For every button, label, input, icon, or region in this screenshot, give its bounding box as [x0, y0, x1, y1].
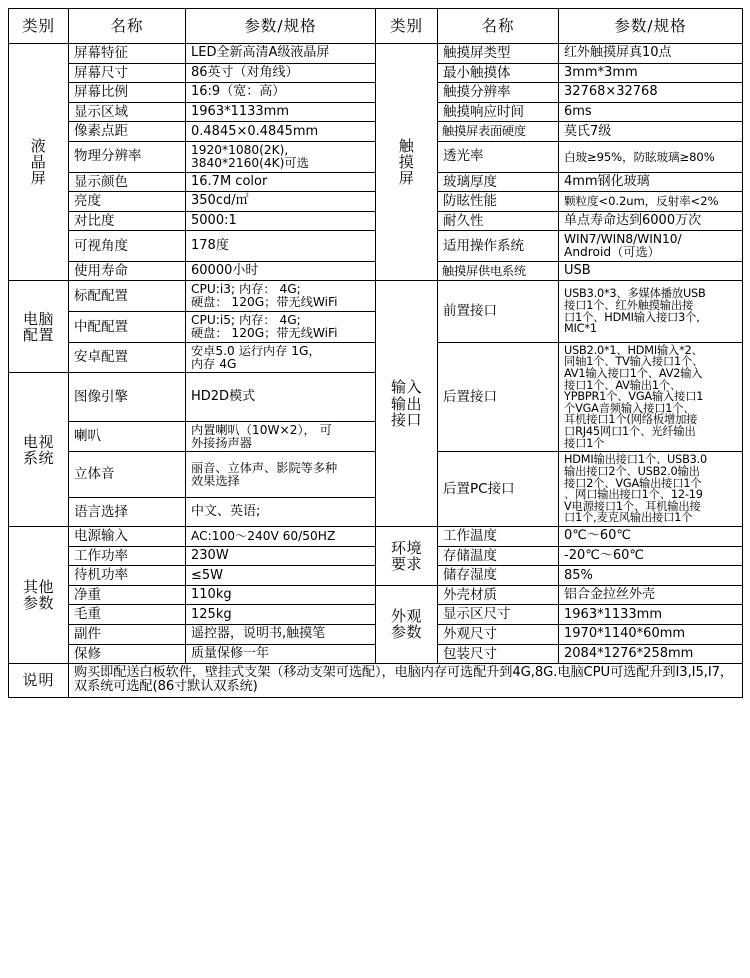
category-cell-computer: 电脑 配置: [9, 281, 69, 373]
header-spec-left: 参数/规格: [186, 9, 376, 44]
row-name: 像素点距: [69, 122, 186, 142]
row-name: 立体音: [69, 452, 186, 498]
row-name: 玻璃厚度: [438, 172, 559, 192]
row-name: 物理分辨率: [69, 141, 186, 172]
row-value: 红外触摸屏真10点: [559, 44, 743, 64]
row-name: 触摸屏表面硬度: [438, 122, 559, 142]
row-name: 透光率: [438, 141, 559, 172]
row-name: 显示区域: [69, 102, 186, 122]
row-value: 6ms: [559, 102, 743, 122]
row-value: LED全新高清A级液晶屏: [186, 44, 376, 64]
row-name: 工作温度: [438, 527, 559, 547]
header-name-right: 名称: [438, 9, 559, 44]
category-cell-appearance: 外观 参数: [376, 585, 438, 663]
table-header-row: [9, 9, 743, 44]
row-name: 语言选择: [69, 497, 186, 526]
row-name: 净重: [69, 585, 186, 605]
row-value: 0℃～60℃: [559, 527, 743, 547]
table-row: [9, 527, 743, 547]
row-name: 后置PC接口: [438, 452, 559, 527]
row-value: 莫氏7级: [559, 122, 743, 142]
row-value: 单点寿命达到6000万次: [559, 211, 743, 231]
row-value: 86英寸（对角线）: [186, 63, 376, 83]
row-value: HDMI输出接口1个、USB3.0 输出接口2个、USB2.0输出 接口2个、VGA输出接口1个 、网口输出接口1个、12-19 V电源接口1个、耳机输出接 口1个,麦克风输出接口1个: [559, 452, 743, 527]
category-cell-other: 其他 参数: [9, 527, 69, 664]
row-name: 触摸响应时间: [438, 102, 559, 122]
row-value: USB2.0*1、HDMI输入*2、 同轴1个、TV输入接口1个、 AV1输入接口1个、AV2输入 接口1个、AV输出1个、 YPBPR1个、VGA输入接口1 个VGA音频输入接口1个、 耳机接口1个(网络板增加接 口RJ45网口1个、光纤输出 接口1个: [559, 342, 743, 452]
row-value: 2084*1276*258mm: [559, 644, 743, 664]
row-value: 质量保修一年: [186, 644, 376, 664]
row-value: 60000小时: [186, 261, 376, 281]
row-value: 丽音、立体声、影院等多种 效果选择: [186, 452, 376, 498]
row-name: 前置接口: [438, 281, 559, 342]
header-category-right: 类别: [376, 9, 438, 44]
row-name: 毛重: [69, 605, 186, 625]
row-name: 显示颜色: [69, 172, 186, 192]
row-value: 125kg: [186, 605, 376, 625]
row-name: 工作功率: [69, 546, 186, 566]
row-value: 110kg: [186, 585, 376, 605]
row-name: 后置接口: [438, 342, 559, 452]
row-name: 最小触摸体: [438, 63, 559, 83]
row-name: 可视角度: [69, 231, 186, 262]
row-value: 230W: [186, 546, 376, 566]
row-value: 颗粒度<0.2um，反射率<2%: [559, 192, 743, 212]
row-name: 适用操作系统: [438, 231, 559, 262]
row-name: 触摸屏供电系统: [438, 261, 559, 281]
row-value: 铝合金拉丝外壳: [559, 585, 743, 605]
row-value: CPU:i5; 内存： 4G; 硬盘： 120G；带无线WiFi: [186, 312, 376, 343]
header-name-left: 名称: [69, 9, 186, 44]
row-name: 电源输入: [69, 527, 186, 547]
row-name: 图像引擎: [69, 373, 186, 421]
row-value: 白玻≥95%，防眩玻璃≥80%: [559, 141, 743, 172]
row-value: 1970*1140*60mm: [559, 624, 743, 644]
row-name: 耐久性: [438, 211, 559, 231]
row-name: 外观尺寸: [438, 624, 559, 644]
row-name: 待机功率: [69, 566, 186, 586]
row-name: 喇叭: [69, 421, 186, 452]
row-name: 屏幕比例: [69, 83, 186, 103]
note-label: 说明: [9, 664, 69, 698]
header-spec-right: 参数/规格: [559, 9, 743, 44]
header-category-left: 类别: [9, 9, 69, 44]
row-name: 安卓配置: [69, 342, 186, 373]
row-name: 保修: [69, 644, 186, 664]
row-name: 触摸屏类型: [438, 44, 559, 64]
row-name: 屏幕尺寸: [69, 63, 186, 83]
row-value: 5000:1: [186, 211, 376, 231]
category-cell-environment: 环境 要求: [376, 527, 438, 586]
row-value: 16:9（宽：高）: [186, 83, 376, 103]
row-name: 外壳材质: [438, 585, 559, 605]
note-row: [9, 664, 743, 698]
row-value: 0.4845×0.4845mm: [186, 122, 376, 142]
row-name: 亮度: [69, 192, 186, 212]
row-value: 1963*1133mm: [559, 605, 743, 625]
row-value: AC:100～240V 60/50HZ: [186, 527, 376, 547]
row-value: WIN7/WIN8/WIN10/ Android（可选）: [559, 231, 743, 262]
row-value: 350cd/㎡: [186, 192, 376, 212]
row-value: USB3.0*3、多媒体播放USB 接口1个、红外触摸输出接 口1个、HDMI输入接口3个, MIC*1: [559, 281, 743, 342]
row-value: 1963*1133mm: [186, 102, 376, 122]
row-name: 对比度: [69, 211, 186, 231]
category-cell-lcd: 液 晶 屏: [9, 44, 69, 281]
row-value: ≤5W: [186, 566, 376, 586]
row-value: -20℃～60℃: [559, 546, 743, 566]
row-name: 中配配置: [69, 312, 186, 343]
row-value: 内置喇叭（10W×2）， 可 外接扬声器: [186, 421, 376, 452]
row-value: 178度: [186, 231, 376, 262]
row-value: 4mm钢化玻璃: [559, 172, 743, 192]
row-value: 16.7M color: [186, 172, 376, 192]
category-cell-io: 输入 输出 接口: [376, 281, 438, 527]
row-name: 显示区尺寸: [438, 605, 559, 625]
table-row: [9, 44, 743, 64]
row-value: 安卓5.0 运行内存 1G， 内存 4G: [186, 342, 376, 373]
row-name: 存储温度: [438, 546, 559, 566]
row-name: 标配配置: [69, 281, 186, 312]
table-row: [9, 585, 743, 605]
category-cell-tv: 电视 系统: [9, 373, 69, 527]
row-name: 触摸分辨率: [438, 83, 559, 103]
row-value: 遥控器，说明书,触摸笔: [186, 624, 376, 644]
row-value: 3mm*3mm: [559, 63, 743, 83]
row-value: HD2D模式: [186, 373, 376, 421]
row-value: 85%: [559, 566, 743, 586]
row-value: 1920*1080(2K), 3840*2160(4K)可选: [186, 141, 376, 172]
row-name: 防眩性能: [438, 192, 559, 212]
specification-table: [8, 8, 743, 698]
row-value: USB: [559, 261, 743, 281]
row-value: 中文、英语;: [186, 497, 376, 526]
note-text: 购买即配送白板软件，壁挂式支架（移动支架可选配），电脑内存可选配升到4G,8G.电脑CPU可选配升到I3,I5,I7，双系统可选配(86寸默认双系统): [69, 664, 743, 698]
category-cell-touch: 触 摸 屏: [376, 44, 438, 281]
row-name: 使用寿命: [69, 261, 186, 281]
row-name: 屏幕特征: [69, 44, 186, 64]
row-value: 32768×32768: [559, 83, 743, 103]
row-name: 包装尺寸: [438, 644, 559, 664]
row-name: 储存湿度: [438, 566, 559, 586]
row-value: CPU:i3; 内存： 4G; 硬盘： 120G；带无线WiFi: [186, 281, 376, 312]
table-row: [9, 281, 743, 312]
row-name: 副件: [69, 624, 186, 644]
